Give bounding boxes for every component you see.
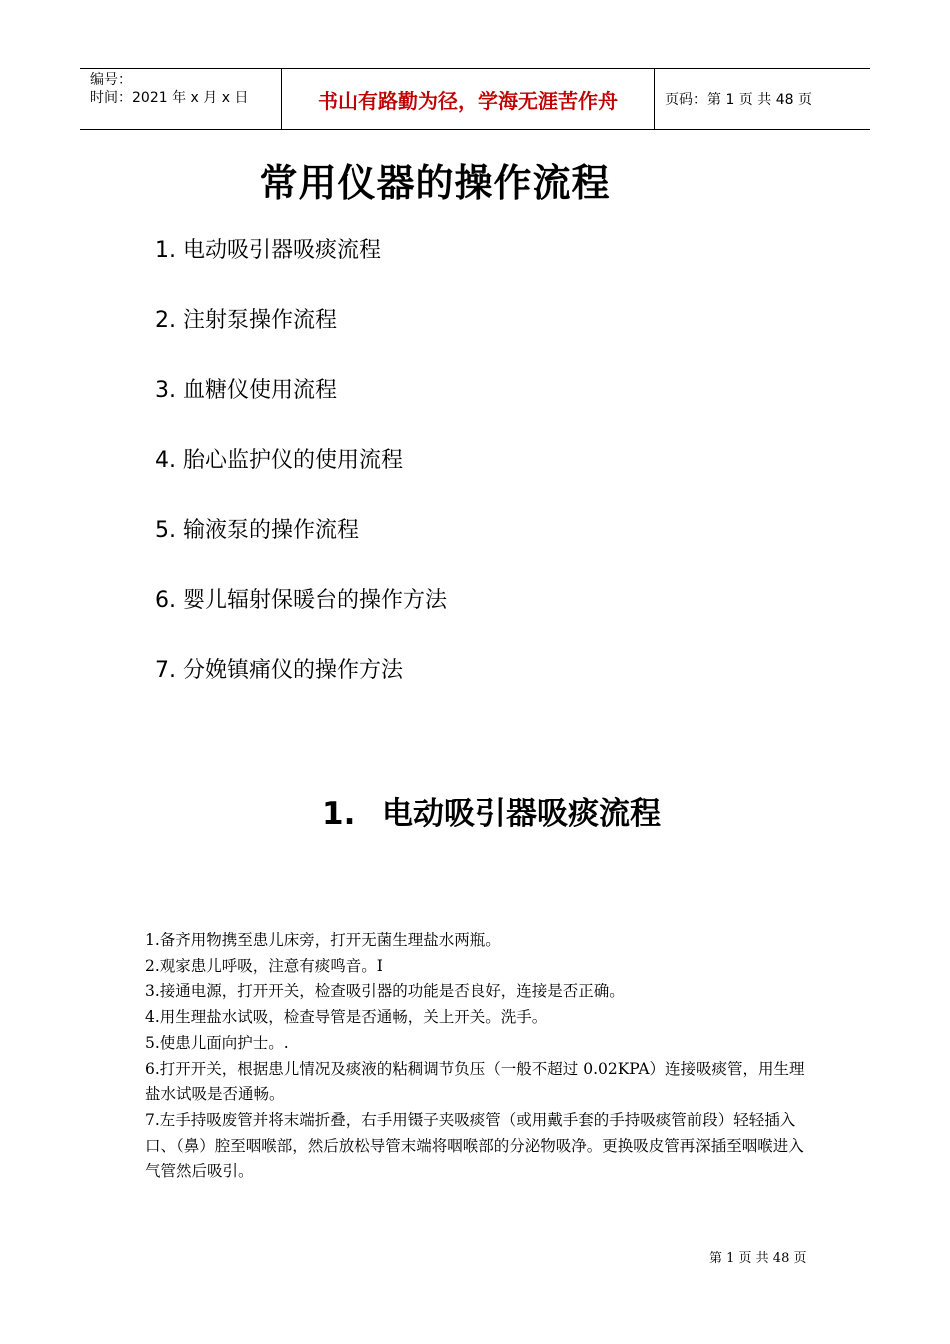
section-title-text: 电动吸引器吸痰流程 — [382, 796, 661, 832]
toc-item-number: 2. — [155, 308, 176, 333]
document-date: 时间：2021 年 x 月 x 日 — [90, 90, 249, 106]
toc-item-number: 1. — [155, 238, 176, 263]
toc-item-number: 7. — [155, 658, 176, 683]
toc-item-number: 6. — [155, 588, 176, 613]
toc-item — [155, 650, 447, 720]
step-paragraph: 2.观家患儿呼吸，注意有痰鸣音。I — [145, 956, 383, 975]
document-title: 常用仪器的操作流程 — [259, 161, 611, 205]
step-paragraph: 1.备齐用物携至患儿床旁，打开无菌生理盐水两瓶。 — [145, 931, 501, 949]
header-meta — [80, 69, 282, 129]
toc-item — [155, 510, 447, 580]
header-motto: 书山有路勤为径，学海无涯苦作舟 — [282, 69, 655, 129]
step-paragraph: 3.接通电源，打开开关，检查吸引器的功能是否良好，连接是否正确。 — [145, 982, 625, 1001]
step-paragraph: 7.左手持吸废管并将末端折叠，右手用镊子夹吸痰管（或用戴手套的手持吸痰管前段）轻轻插入口、（鼻）腔至咽喉部，然后放松导管末端将咽喉部的分泌物吸净。更换吸皮管再深插至咽喉进入气管然后吸引。 — [145, 1110, 804, 1181]
toc-item-text: 血糖仪使用流程 — [183, 378, 338, 403]
toc-item — [155, 300, 447, 370]
toc-item-number: 5. — [155, 518, 176, 543]
toc-item — [155, 580, 447, 650]
toc-item-text: 注射泵操作流程 — [183, 308, 338, 333]
toc-item-number: 4. — [155, 448, 176, 473]
toc-item — [155, 440, 447, 510]
toc-item — [155, 230, 447, 300]
section-number: 1. — [322, 796, 356, 832]
header-page-info: 页码：第 1 页 共 48 页 — [665, 92, 812, 108]
table-of-contents — [155, 230, 447, 720]
step-paragraph: 5.使患儿面向护士。. — [145, 1033, 289, 1052]
toc-item-text: 电动吸引器吸痰流程 — [183, 238, 382, 263]
page-header — [80, 68, 870, 130]
toc-item-text: 输液泵的操作流程 — [183, 518, 360, 543]
section-body — [145, 928, 815, 1185]
toc-item-text: 胎心监护仪的使用流程 — [183, 448, 404, 473]
toc-item-number: 3. — [155, 378, 176, 403]
page-footer: 第 1 页 共 48 页 — [709, 1251, 807, 1266]
toc-item — [155, 370, 447, 440]
toc-item-text: 分娩镇痛仪的操作方法 — [183, 658, 404, 683]
step-paragraph: 4.用生理盐水试吸，检查导管是否通畅，关上开关。洗手。 — [145, 1008, 548, 1027]
toc-item-text: 婴儿辐射保暖台的操作方法 — [183, 588, 448, 613]
document-number-label: 编号： — [90, 72, 132, 88]
step-paragraph: 6.打开开关，根据患儿情况及痰液的粘稠调节负压（一般不超过 0.02KPA）连接吸痰管，用生理盐水试吸是否通畅。 — [145, 1059, 805, 1104]
section-heading — [322, 788, 661, 833]
